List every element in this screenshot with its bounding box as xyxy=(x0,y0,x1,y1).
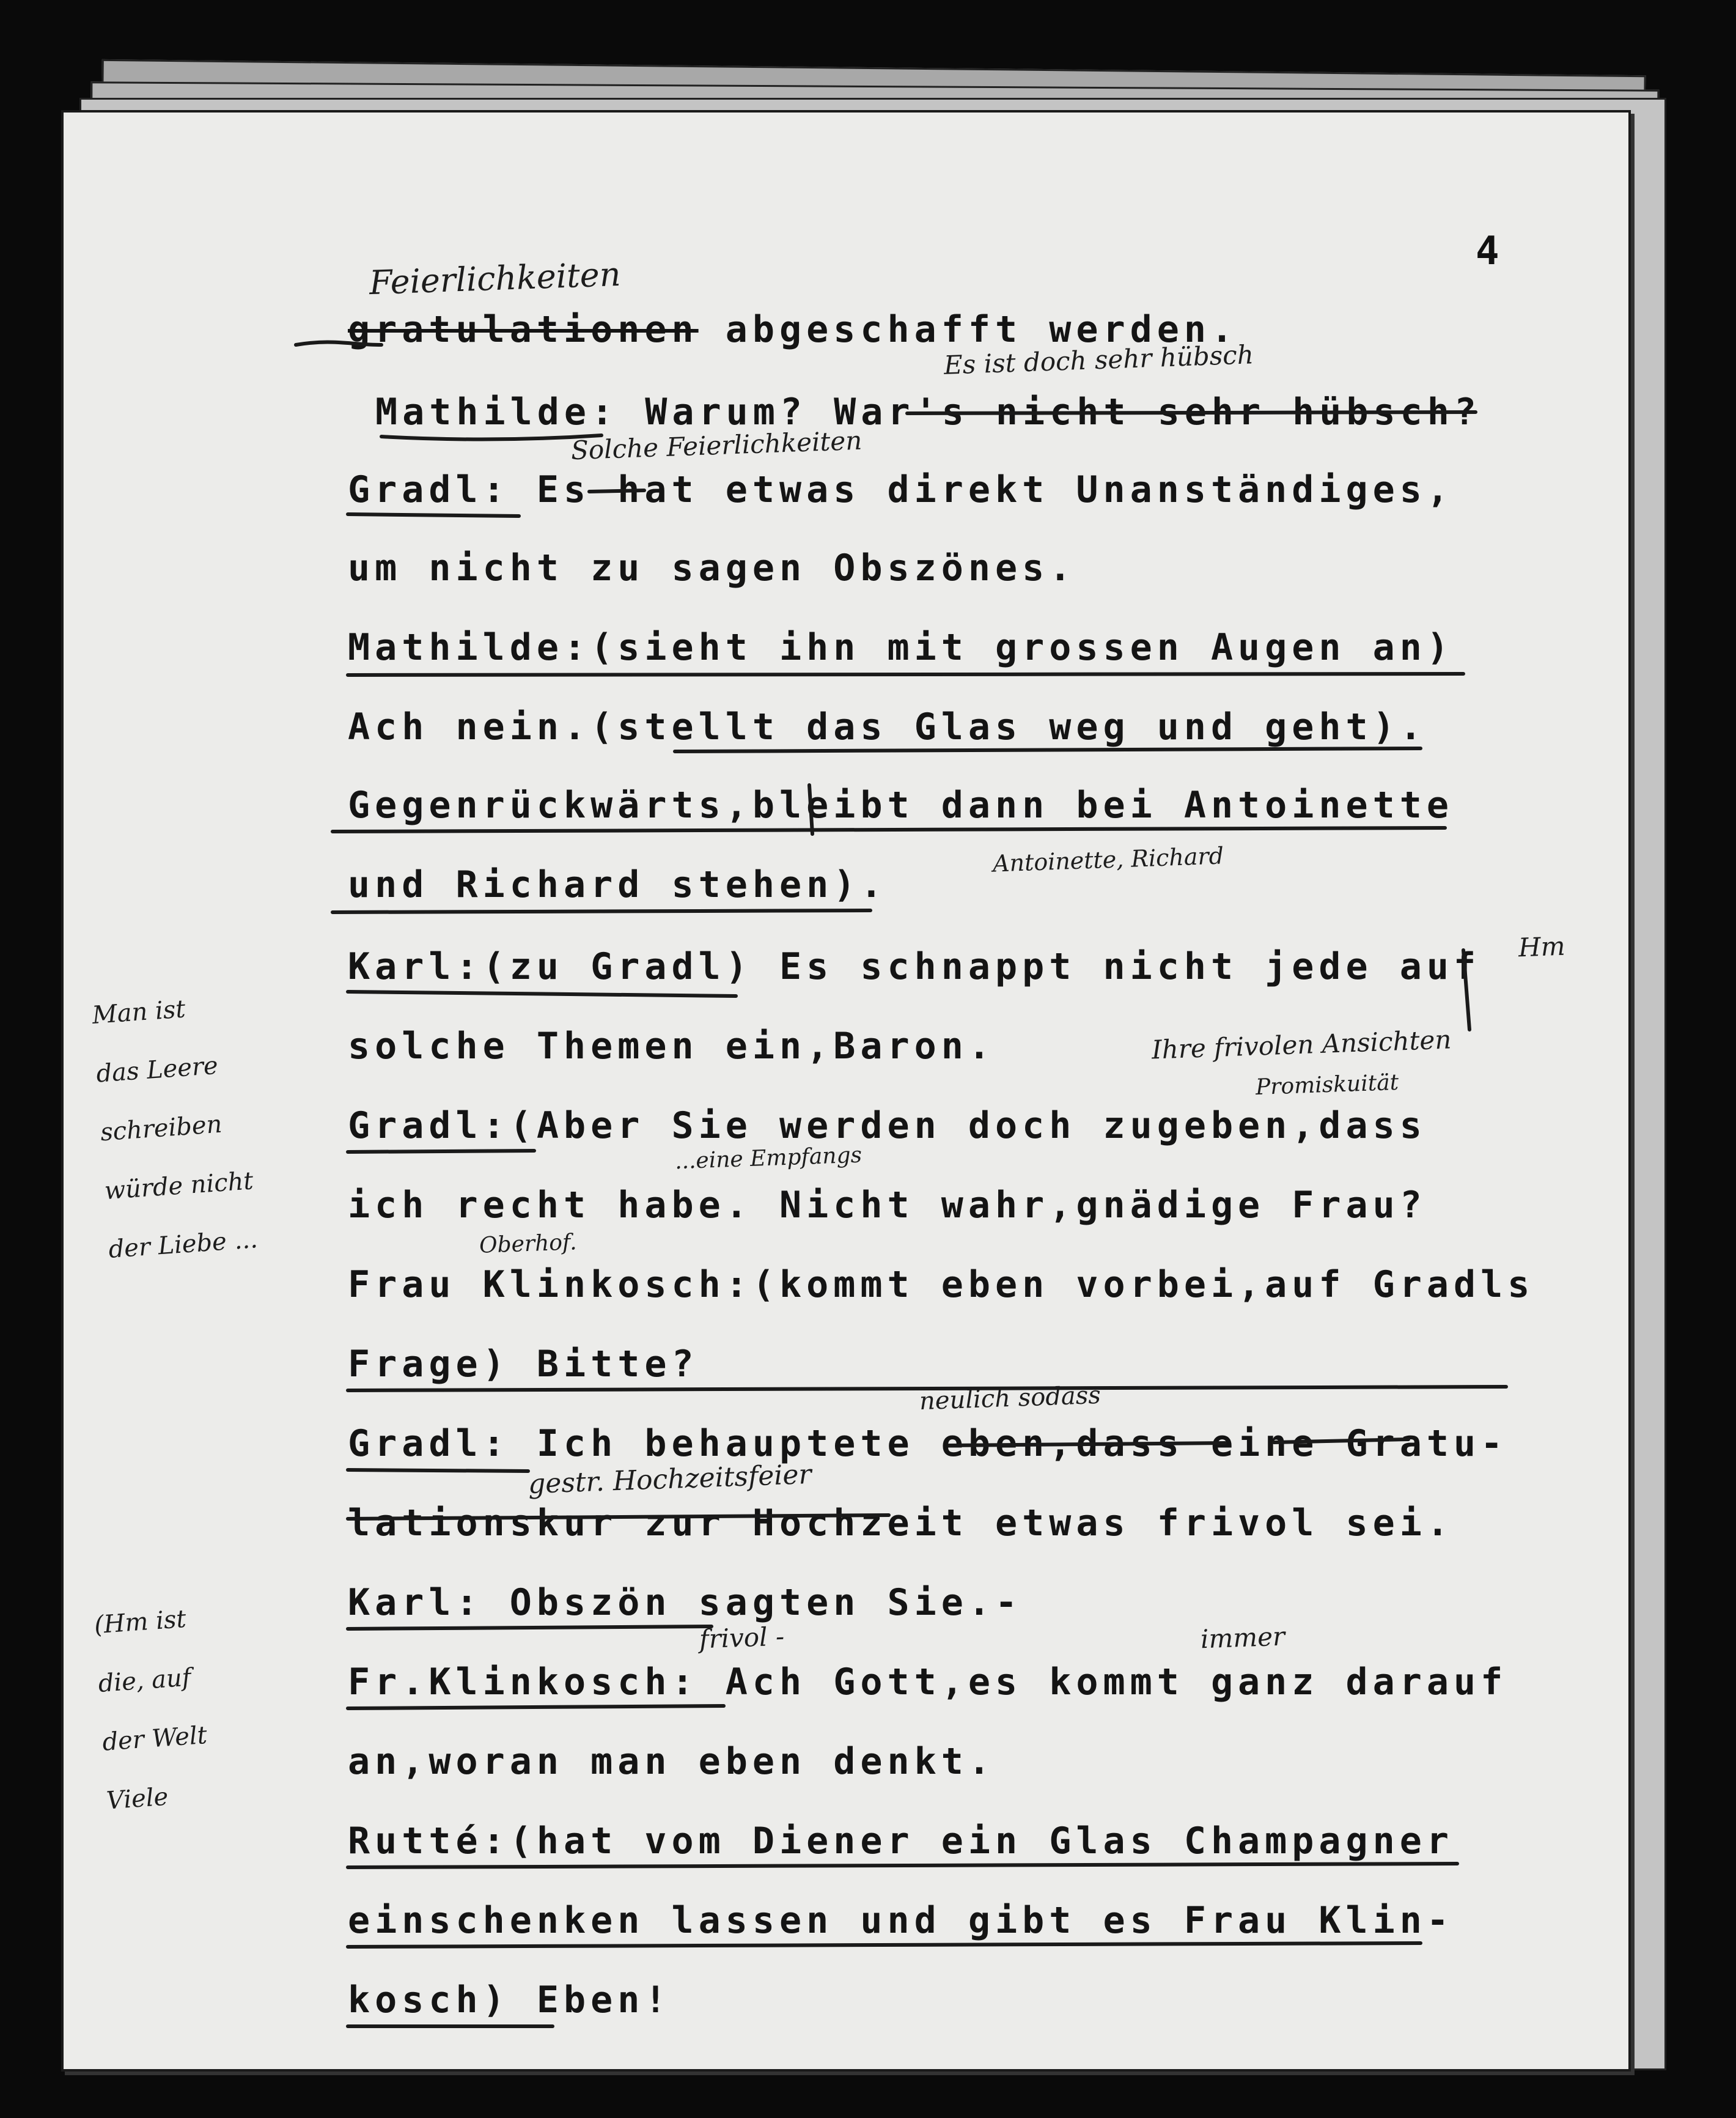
line-20: Rutté:(hat vom Diener ein Glas Champagner xyxy=(348,1820,1454,1862)
annotation-l15: neulich sodass xyxy=(919,1381,1102,1416)
page-number: 4 xyxy=(1476,229,1499,274)
annotation-l9: Hm xyxy=(1518,931,1566,963)
annotation-l18b: immer xyxy=(1200,1621,1285,1655)
typescript-page xyxy=(61,110,1631,2072)
annotation-l13: Oberhof. xyxy=(479,1230,578,1258)
line-7: Gegenrückwärts,bleibt dann bei Antoinette xyxy=(348,784,1454,827)
pen-marks xyxy=(64,113,1628,2069)
line-18: Fr.Klinkosch: Ach Gott,es kommt ganz darauf xyxy=(348,1661,1508,1703)
line-5: Mathilde:(sieht ihn mit grossen Augen an) xyxy=(348,626,1454,669)
line-22: kosch) Eben! xyxy=(348,1979,672,2021)
struck-word: gratulationen xyxy=(348,308,699,351)
annotation-l8: Antoinette, Richard xyxy=(992,842,1224,877)
line-2: Mathilde: Warum? War's nicht sehr hübsch? xyxy=(375,391,1482,434)
annotation-l2: Es ist doch sehr hübsch xyxy=(943,339,1254,380)
line-13: Frau Klinkosch:(kommt eben vorbei,auf Gradls xyxy=(348,1263,1535,1306)
line-15: Gradl: Ich behauptete eben,dass eine Gratu- xyxy=(348,1422,1508,1465)
line-11: Gradl:(Aber Sie werden doch zugeben,dass xyxy=(348,1104,1427,1147)
line-6: Ach nein.(stellt das Glas weg und geht). xyxy=(348,706,1427,748)
line-10: solche Themen ein,Baron. xyxy=(348,1025,995,1068)
annotation-l11: Promiskuität xyxy=(1255,1069,1399,1101)
margin-note-left-top: Man ist das Leere schreiben würde nicht der Liebe ... xyxy=(91,995,259,1264)
annotation-l18: frivol - xyxy=(699,1621,785,1655)
line-1-rest: abgeschafft werden. xyxy=(698,308,1238,351)
line-12: ich recht habe. Nicht wahr,gnädige Frau? xyxy=(348,1184,1427,1227)
annotation-top: Feierlichkeiten xyxy=(369,254,622,303)
line-9: Karl:(zu Gradl) Es schnappt nicht jede auf xyxy=(348,945,1481,988)
line-3: Gradl: Es hat etwas direkt Unanständiges, xyxy=(348,468,1454,511)
annotation-l10: Ihre frivolen Ansichten xyxy=(1151,1024,1452,1065)
line-21: einschenken lassen und gibt es Frau Klin- xyxy=(348,1899,1454,1942)
line-4: um nicht zu sagen Obszönes. xyxy=(348,547,1076,589)
line-8: und Richard stehen). xyxy=(348,863,888,906)
annotation-l12: ...eine Empfangs xyxy=(674,1142,862,1175)
margin-note-left-bottom: (Hm ist die, auf der Welt Viele xyxy=(93,1604,208,1815)
annotation-l3: Solche Feierlichkeiten xyxy=(570,425,863,466)
line-16: lationskur zur Hochzeit etwas frivol sei. xyxy=(348,1502,1454,1544)
line-17: Karl: Obszön sagten Sie.- xyxy=(348,1581,1023,1624)
line-14: Frage) Bitte? xyxy=(348,1343,699,1386)
line-19: an,woran man eben denkt. xyxy=(348,1740,995,1783)
annotation-l16: gestr. Hochzeitsfeier xyxy=(528,1458,812,1500)
